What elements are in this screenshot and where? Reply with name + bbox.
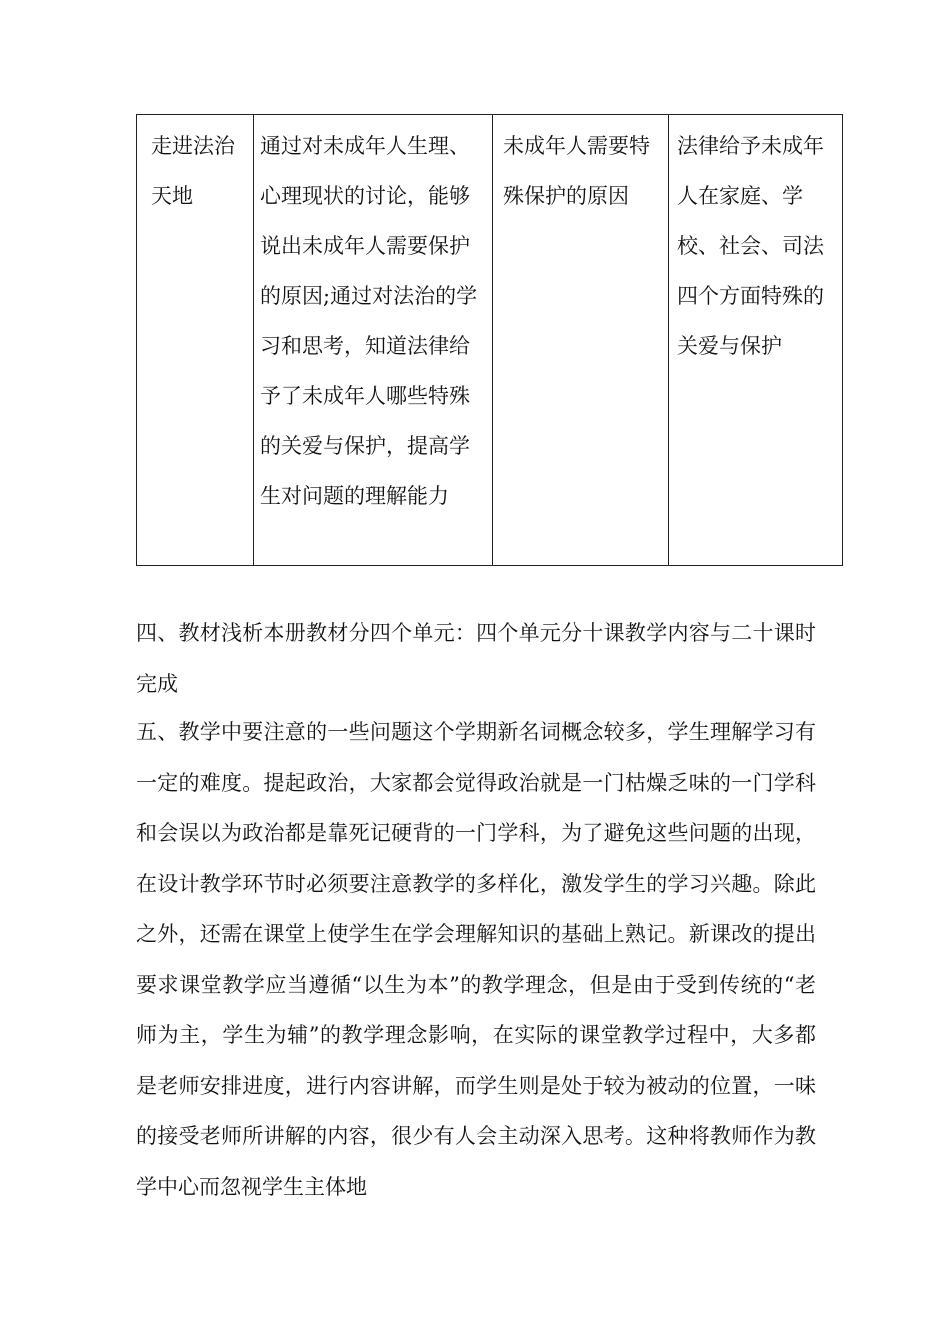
objective-cell: 通过对未成年人生理、心理现状的讨论，能够说出未成年人需要保护的原因;通过对法治的学习和思考，知道法律给予了未成年人哪些特殊的关爱与保护，提高学生对问题的理解能力 [254, 115, 493, 566]
table-row [137, 115, 843, 566]
section-5-paragraph: 五、教学中要注意的一些问题这个学期新名词概念较多，学生理解学习有一定的难度。提起政治，大家都会觉得政治就是一门枯燥乏味的一门学科和会误以为政治都是靠死记硬背的一门学科，为了避免这些问题的出现，在设计教学环节时必须要注意教学的多样化，激发学生的学习兴趣。除此之外，还需在课堂上使学生在学会理解知识的基础上熟记。新课改的提出要求课堂教学应当遵循“以生为本”的教学理念，但是由于受到传统的“老师为主，学生为辅”的教学理念影响，在实际的课堂教学过程中，大多都是老师安排进度，进行内容讲解，而学生则是处于较为被动的位置，一味的接受老师所讲解的内容，很少有人会主动深入思考。这种将教师作为教学中心而忽视学生主体地 [136, 720, 816, 1199]
focus-cell: 未成年人需要特殊保护的原因 [493, 115, 669, 566]
lesson-table [136, 114, 843, 566]
section-4-paragraph: 四、教材浅析本册教材分四个单元：四个单元分十课教学内容与二十课时完成 [136, 621, 816, 696]
difficulty-cell: 法律给予未成年人在家庭、学校、社会、司法四个方面特殊的关爱与保护 [669, 115, 843, 566]
unit-cell: 走进法治天地 [137, 115, 254, 566]
